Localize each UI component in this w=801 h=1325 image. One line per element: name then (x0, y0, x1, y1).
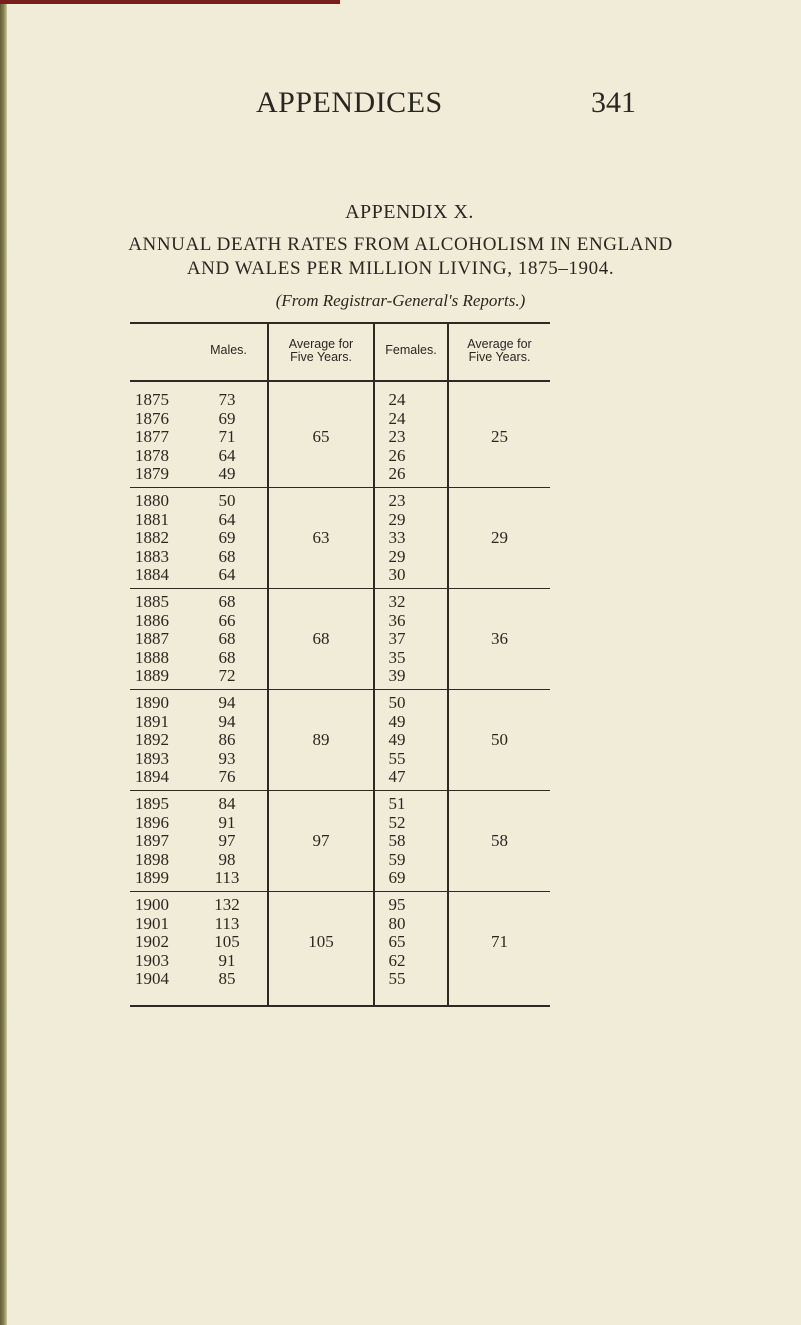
year-column-cell: 1875 (135, 390, 169, 409)
year-column-cell: 1897 (135, 831, 169, 850)
header-average-females-line2: Five Years. (468, 350, 531, 364)
page-number: 341 (591, 86, 636, 119)
table-top-rule (130, 322, 550, 324)
column-rule-1 (267, 322, 269, 1006)
year-column (130, 795, 174, 888)
year-column (130, 391, 174, 484)
year-column-cell: 1879 (135, 464, 169, 483)
year-column-cell: 1877 (135, 427, 169, 446)
females-column-cell: 33 (388, 528, 406, 547)
year-column-cell: 1899 (135, 868, 169, 887)
table-heading-line-1: ANNUAL DEATH RATES FROM ALCOHOLISM IN ENGLAND (128, 234, 673, 255)
males-column (210, 593, 244, 686)
page-top-edge (0, 0, 340, 4)
average-females-value: 50 (491, 730, 508, 749)
females-column (380, 694, 414, 787)
appendix-label: APPENDIX X. (345, 201, 474, 223)
males-column-cell: 86 (218, 730, 236, 749)
females-column-cell: 62 (388, 950, 406, 970)
females-column-cell: 47 (388, 767, 406, 786)
header-males: Males. (210, 343, 247, 357)
females-column (380, 492, 414, 585)
females-column-cell: 32 (388, 592, 406, 611)
males-column-cell: 69 (218, 408, 236, 428)
males-column-cell: 94 (218, 711, 236, 731)
year-column-cell: 1898 (135, 849, 169, 869)
females-column-cell: 24 (388, 408, 406, 428)
year-column (130, 593, 174, 686)
males-column-cell: 64 (218, 565, 236, 584)
females-column-cell: 65 (388, 932, 406, 951)
year-column-cell: 1891 (135, 711, 169, 731)
females-column-cell: 69 (388, 868, 406, 887)
males-column-cell: 68 (218, 647, 236, 667)
average-males-value: 63 (312, 528, 330, 547)
year-column-cell: 1884 (135, 565, 169, 584)
females-column-cell: 37 (388, 629, 406, 648)
year-column-cell: 1878 (135, 445, 169, 465)
average-females-value: 58 (491, 831, 508, 850)
average-females-value: 71 (491, 932, 508, 951)
page-edge (0, 0, 7, 1325)
females-column-cell: 80 (388, 913, 406, 933)
year-column-cell: 1896 (135, 812, 169, 832)
males-column-cell: 113 (214, 868, 240, 887)
year-column-cell: 1885 (135, 592, 169, 611)
year-column-cell: 1903 (135, 950, 169, 970)
males-column-cell: 93 (218, 748, 236, 768)
year-column-cell: 1889 (135, 666, 169, 685)
year-column-cell: 1888 (135, 647, 169, 667)
males-column-cell: 98 (218, 849, 236, 869)
males-column-cell: 97 (218, 831, 236, 850)
running-title: APPENDICES (256, 86, 443, 119)
males-column-cell: 91 (218, 812, 236, 832)
year-column-cell: 1890 (135, 693, 169, 712)
year-column-cell: 1894 (135, 767, 169, 786)
average-females-value: 25 (491, 427, 508, 446)
males-column-cell: 64 (218, 445, 236, 465)
year-column-cell: 1895 (135, 794, 169, 813)
year-column-cell: 1901 (135, 913, 169, 933)
source-note: (From Registrar-General's Reports.) (275, 291, 526, 310)
header-average-males-line2: Five Years. (290, 350, 352, 364)
males-column-cell: 94 (218, 693, 236, 712)
females-column-cell: 95 (388, 895, 406, 914)
year-column (130, 896, 174, 989)
year-column-cell: 1882 (135, 528, 169, 547)
column-rule-2 (373, 322, 375, 1006)
average-females-value: 29 (491, 528, 508, 547)
females-column-cell: 58 (388, 831, 406, 850)
average-males-value: 97 (312, 831, 330, 850)
males-column-cell: 64 (218, 509, 236, 529)
table-heading-line-2: AND WALES PER MILLION LIVING, 1875–1904. (186, 258, 615, 279)
males-column-cell: 68 (218, 629, 236, 648)
average-males-value: 65 (312, 427, 330, 446)
males-column (210, 896, 244, 989)
males-column-cell: 85 (218, 969, 236, 988)
year-column-cell: 1893 (135, 748, 169, 768)
header-average-females-line1: Average for (467, 337, 532, 351)
group-divider-rule (130, 689, 550, 690)
females-column-cell: 36 (388, 610, 406, 630)
header-average-females (449, 338, 550, 364)
average-males-value: 105 (308, 932, 334, 951)
year-column (130, 694, 174, 787)
year-column-cell: 1876 (135, 408, 169, 428)
year-column-cell: 1902 (135, 932, 169, 951)
males-column-cell: 69 (218, 528, 236, 547)
header-females: Females. (385, 343, 437, 357)
males-column (210, 492, 244, 585)
females-column-cell: 49 (388, 730, 406, 749)
females-column-cell: 52 (388, 812, 406, 832)
females-column-cell: 29 (388, 546, 406, 566)
average-males-value: 68 (312, 629, 330, 648)
year-column-cell: 1883 (135, 546, 169, 566)
males-column-cell: 105 (214, 932, 240, 951)
males-column-cell: 113 (214, 913, 240, 933)
year-column-cell: 1881 (135, 509, 169, 529)
females-column-cell: 26 (388, 464, 406, 483)
females-column-cell: 59 (388, 849, 406, 869)
column-rule-3 (447, 322, 449, 1006)
running-head (0, 86, 801, 126)
females-column (380, 391, 414, 484)
males-column-cell: 73 (218, 390, 236, 409)
group-divider-rule (130, 790, 550, 791)
group-divider-rule (130, 588, 550, 589)
average-males-value: 89 (312, 730, 330, 749)
females-column (380, 896, 414, 989)
females-column-cell: 35 (388, 647, 406, 667)
males-column (210, 694, 244, 787)
males-column-cell: 50 (218, 491, 236, 510)
females-column-cell: 29 (388, 509, 406, 529)
females-column-cell: 23 (388, 491, 406, 510)
males-column (210, 391, 244, 484)
females-column-cell: 51 (388, 794, 406, 813)
males-column-cell: 68 (218, 546, 236, 566)
year-column-cell: 1887 (135, 629, 169, 648)
males-column-cell: 66 (218, 610, 236, 630)
females-column-cell: 24 (388, 390, 406, 409)
header-average-males (269, 338, 373, 364)
females-column-cell: 55 (388, 969, 406, 988)
year-column-cell: 1892 (135, 730, 169, 749)
males-column-cell: 91 (218, 950, 236, 970)
death-rate-table (130, 322, 550, 1006)
males-column-cell: 72 (218, 666, 236, 685)
males-column-cell: 132 (214, 895, 240, 914)
females-column-cell: 55 (388, 748, 406, 768)
year-column-cell: 1900 (135, 895, 169, 914)
females-column-cell: 30 (388, 565, 406, 584)
females-column (380, 795, 414, 888)
year-column-cell: 1880 (135, 491, 169, 510)
group-divider-rule (130, 487, 550, 488)
males-column-cell: 49 (218, 464, 236, 483)
group-divider-rule (130, 891, 550, 892)
females-column-cell: 23 (388, 427, 406, 446)
header-average-males-line1: Average for (288, 337, 354, 351)
year-column-cell: 1904 (135, 969, 169, 988)
males-column-cell: 84 (218, 794, 236, 813)
males-column-cell: 68 (218, 592, 236, 611)
year-column-cell: 1886 (135, 610, 169, 630)
females-column-cell: 49 (388, 711, 406, 731)
males-column (210, 795, 244, 888)
header-rule (130, 380, 550, 382)
females-column-cell: 26 (388, 445, 406, 465)
average-females-value: 36 (491, 629, 508, 648)
males-column-cell: 71 (218, 427, 236, 446)
males-column-cell: 76 (218, 767, 236, 786)
females-column (380, 593, 414, 686)
table-bottom-rule (130, 1005, 550, 1007)
females-column-cell: 39 (388, 666, 406, 685)
year-column (130, 492, 174, 585)
females-column-cell: 50 (388, 693, 406, 712)
